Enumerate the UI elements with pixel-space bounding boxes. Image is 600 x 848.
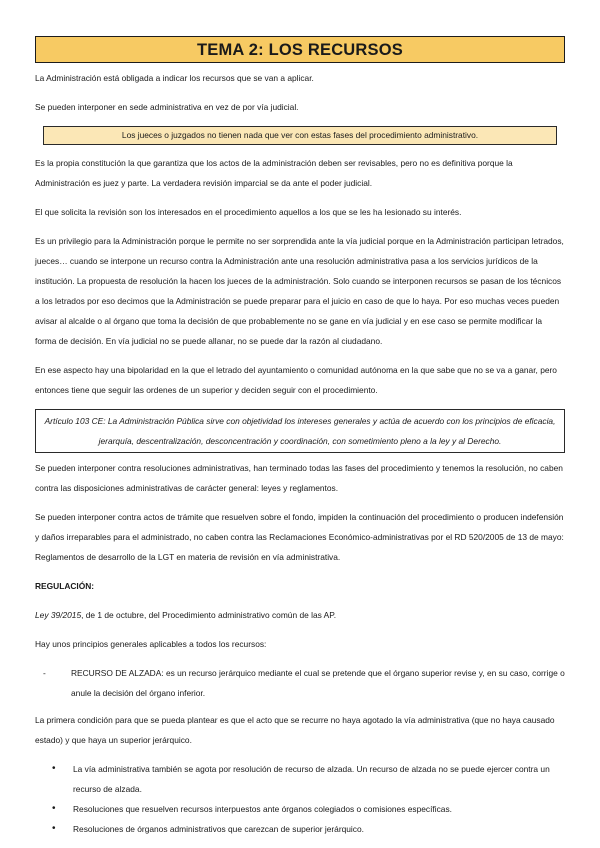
paragraph-9: Hay unos principios generales aplicables a todos los recursos: xyxy=(35,639,267,649)
paragraph-7: Se pueden interponer contra resoluciones administrativas, han terminado todas las fases del procedimiento y tenemos la resolución, no caben contra las disposiciones administrativas de carácter general: leyes y reglamentos. xyxy=(35,463,563,493)
paragraph-8: Se pueden interponer contra actos de trámite que resuelven sobre el fondo, impiden la continuación del procedimiento o producen indefensión y daños irreparables para el administrado, no caben contra las Reclamaciones Económico-administrativas por el RD 520/2005 de 13 de mayo: Reglamentos de desarrollo de la LGT en materia de revisión en vía administrativa. xyxy=(35,512,564,562)
dash-list xyxy=(35,663,565,703)
law-name: Ley 39/2015 xyxy=(35,610,82,620)
bullet-list xyxy=(35,759,565,839)
paragraph-10: La primera condición para que se pueda plantear es que el acto que se recurre no haya agotado la vía administrativa (que no haya causado estado) y que haya un superior jerárquico. xyxy=(35,715,555,745)
note-box: Los jueces o juzgados no tienen nada que ver con estas fases del procedimiento administrativo. xyxy=(43,126,557,145)
quote-box-article-103: Artículo 103 CE: La Administración Pública sirve con objetividad los intereses generales y actúa de acuerdo con los principios de eficacia, jerarquía, descentralización, desconcentración y coordinación, con sometimiento pleno a la ley y al Derecho. xyxy=(35,409,565,453)
paragraph-5: Es un privilegio para la Administración porque le permite no ser sorprendida ante la vía judicial porque en la Administración participan letrados, jueces… cuando se interpone un recurso contra la Administración ante una resolución administrativa pasa a los servicios jurídicos de la institución. La propuesta de resolución la hacen los jueces de la administración. Solo cuando se interponen recursos se pasan de los técnicos a los letrados por eso decimos que la Administración se puede preparar para el juicio en caso de que lo haya. Por eso muchas veces pueden avisar al alcalde o al órgano que toma la decisión de que probablemente no se gane en vía judicial y en ese caso se permite modificar la forma de decisión. En vía judicial no se puede allanar, no se puede dar la razón al ciudadano. xyxy=(35,236,564,346)
list-item: • Resoluciones de órganos administrativos que carezcan de superior jerárquico. xyxy=(73,819,565,839)
list-item: • La vía administrativa también se agota por resolución de recurso de alzada. Un recurso de alzada no se puede ejercer contra un recurso de alzada. xyxy=(73,759,565,799)
list-item: - RECURSO DE ALZADA: es un recurso jerárquico mediante el cual se pretende que el órgano superior revise y, en su caso, corrige o anule la decisión del órgano inferior. xyxy=(71,663,565,703)
paragraph-4: El que solicita la revisión son los interesados en el procedimiento aquellos a los que se les ha lesionado su interés. xyxy=(35,207,462,217)
section-heading-regulacion: REGULACIÓN: xyxy=(35,581,95,591)
paragraph-2: Se pueden interponer en sede administrativa en vez de por vía judicial. xyxy=(35,102,299,112)
law-reference xyxy=(35,605,565,625)
paragraph-1: La Administración está obligada a indicar los recursos que se van a aplicar. xyxy=(35,73,314,83)
law-details: , de 1 de octubre, del Procedimiento administrativo común de las AP. xyxy=(81,610,337,620)
paragraph-3: Es la propia constitución la que garantiza que los actos de la administración deben ser revisables, pero no es definitiva porque la Administración es juez y parte. La verdadera revisión imparcial se da ante el poder judicial. xyxy=(35,158,513,188)
list-item: • Resoluciones que resuelven recursos interpuestos ante órganos colegiados o comisiones específicas. xyxy=(73,799,565,819)
paragraph-6: En ese aspecto hay una bipolaridad en la que el letrado del ayuntamiento o comunidad autónoma en la que sabe que no se va a ganar, pero entonces tiene que seguir las ordenes de un superior y deciden seguir con el procedimiento. xyxy=(35,365,557,395)
page-title: TEMA 2: LOS RECURSOS xyxy=(35,36,565,63)
